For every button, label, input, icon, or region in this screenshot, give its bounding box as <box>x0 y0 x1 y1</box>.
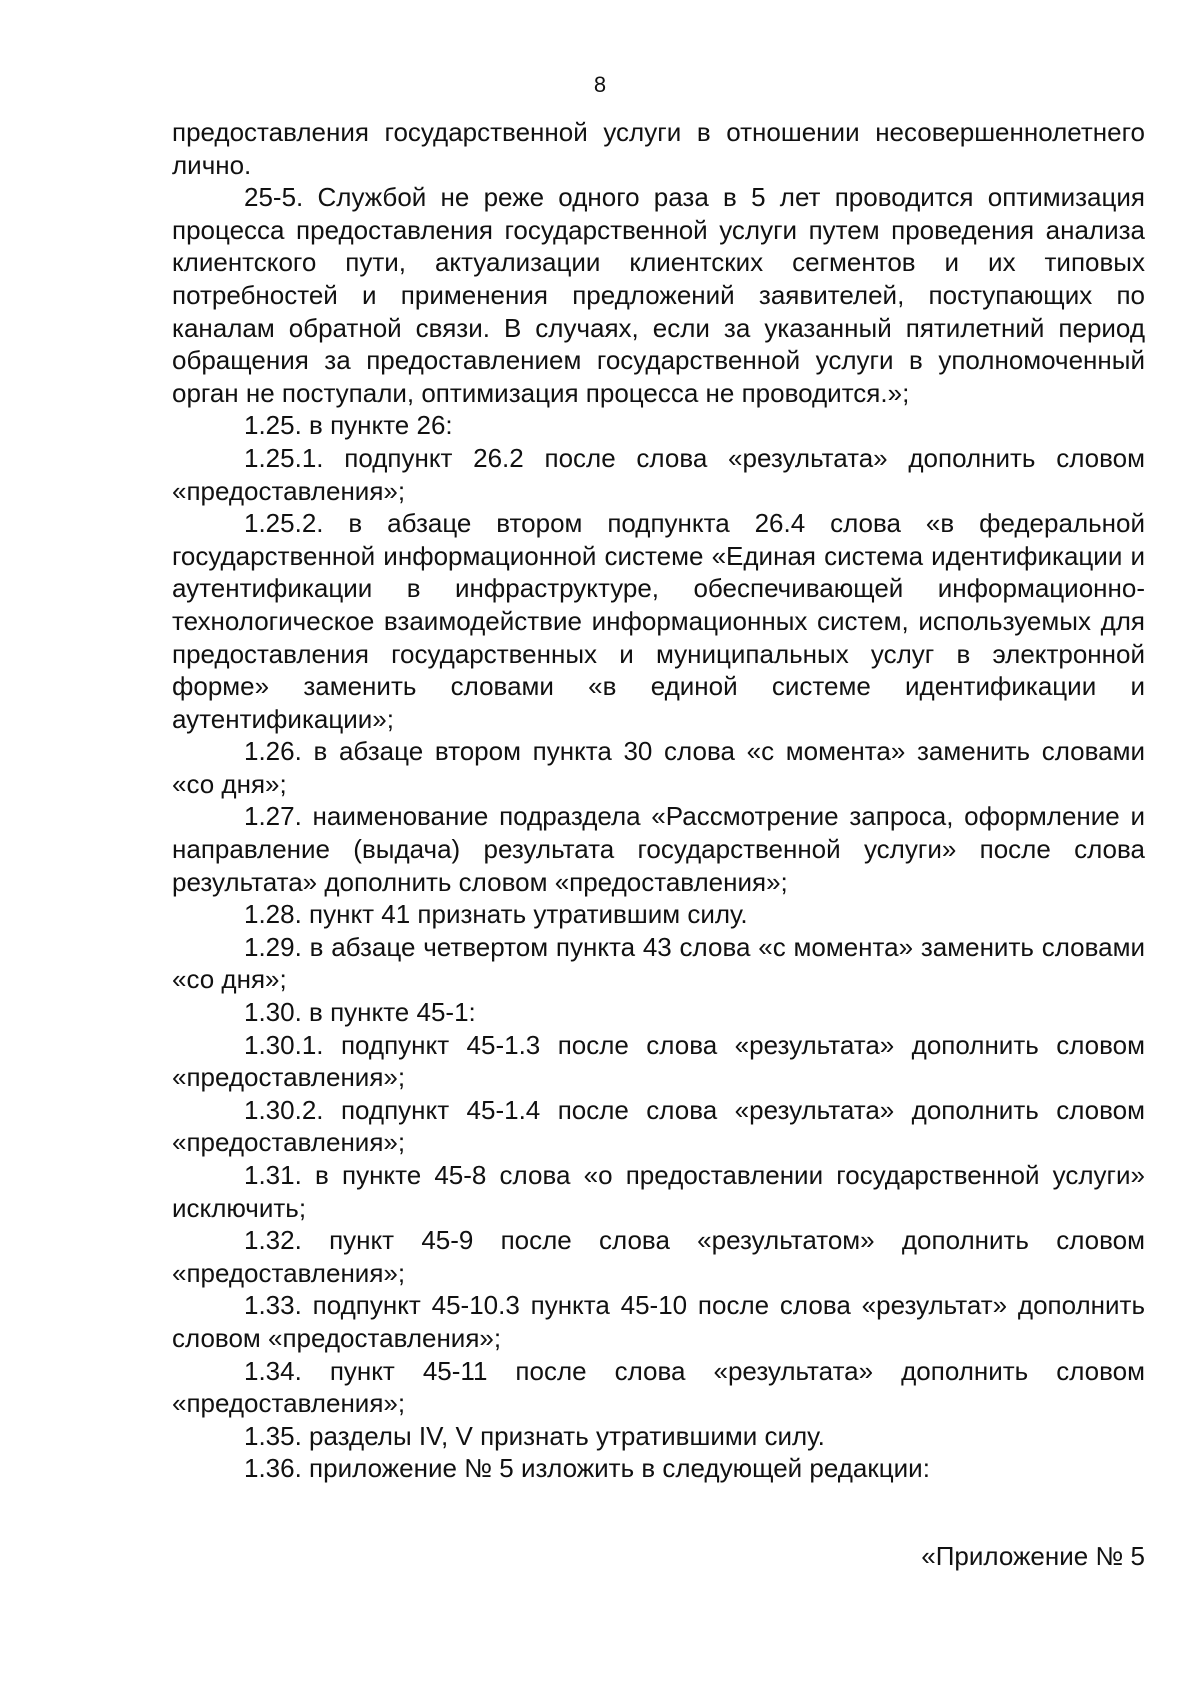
paragraph: 1.30.1. подпункт 45-1.3 после слова «результата» дополнить словом «предоставления»; <box>172 1029 1145 1093</box>
paragraph: 1.26. в абзаце втором пункта 30 слова «с момента» заменить словами «со дня»; <box>172 736 1145 799</box>
paragraph: 1.30.2. подпункт 45-1.4 после слова «результата» дополнить словом «предоставления»; <box>172 1094 1145 1158</box>
document-body <box>172 116 1145 1485</box>
paragraph: 1.29. в абзаце четвертом пункта 43 слова «с момента» заменить словами «со дня»; <box>172 931 1145 995</box>
paragraph: 1.34. пункт 45-11 после слова «результата» дополнить словом «предоставления»; <box>172 1355 1145 1419</box>
paragraph: 1.31. в пункте 45-8 слова «о предоставлении государственной услуги» исключить; <box>172 1160 1145 1223</box>
paragraph: предоставления государственной услуги в отношении несовершеннолетнего лично. <box>172 117 1145 180</box>
paragraph: 1.28. пункт 41 признать утратившим силу. <box>244 899 748 930</box>
paragraph: 1.35. разделы IV, V признать утратившими силу. <box>244 1420 825 1451</box>
paragraph: 25-5. Службой не реже одного раза в 5 лет проводится оптимизация процесса предоставления государственной услуги путем проведения анализа клиентского пути, актуализации клиентских сегментов и их типовых потребностей и применения предложений заявителей, поступающих по каналам обратной связи. В случаях, если за указанный пятилетний период обращения за предоставлением государственной услуги в уполномоченный орган не поступали, оптимизация процесса не проводится.»; <box>172 182 1145 408</box>
paragraph: 1.25.2. в абзаце втором подпункта 26.4 слова «в федеральной государственной информационной системе «Единая система идентификации и аутентификации в инфраструктуре, обеспечивающей информационно-технологическое взаимодействие информационных систем, используемых для предоставления государственных и муниципальных услуг в электронной форме» заменить словами «в единой системе идентификации и аутентификации»; <box>172 508 1145 734</box>
paragraph: 1.25. в пункте 26: <box>244 410 453 441</box>
paragraph: 1.25.1. подпункт 26.2 после слова «результата» дополнить словом «предоставления»; <box>172 442 1145 506</box>
page-number: 8 <box>593 72 607 97</box>
paragraph: 1.36. приложение № 5 изложить в следующей редакции: <box>244 1453 930 1484</box>
paragraph: 1.30. в пункте 45-1: <box>244 997 476 1028</box>
paragraph: 1.33. подпункт 45-10.3 пункта 45-10 после слова «результат» дополнить словом «предоставления»; <box>172 1290 1145 1353</box>
appendix-heading: «Приложение № 5 <box>921 1541 1145 1571</box>
paragraph: 1.32. пункт 45-9 после слова «результатом» дополнить словом «предоставления»; <box>172 1225 1145 1288</box>
paragraph: 1.27. наименование подраздела «Рассмотрение запроса, оформление и направление (выдача) результата государственной услуги» после слова результата» дополнить словом «предоставления»; <box>172 801 1145 897</box>
